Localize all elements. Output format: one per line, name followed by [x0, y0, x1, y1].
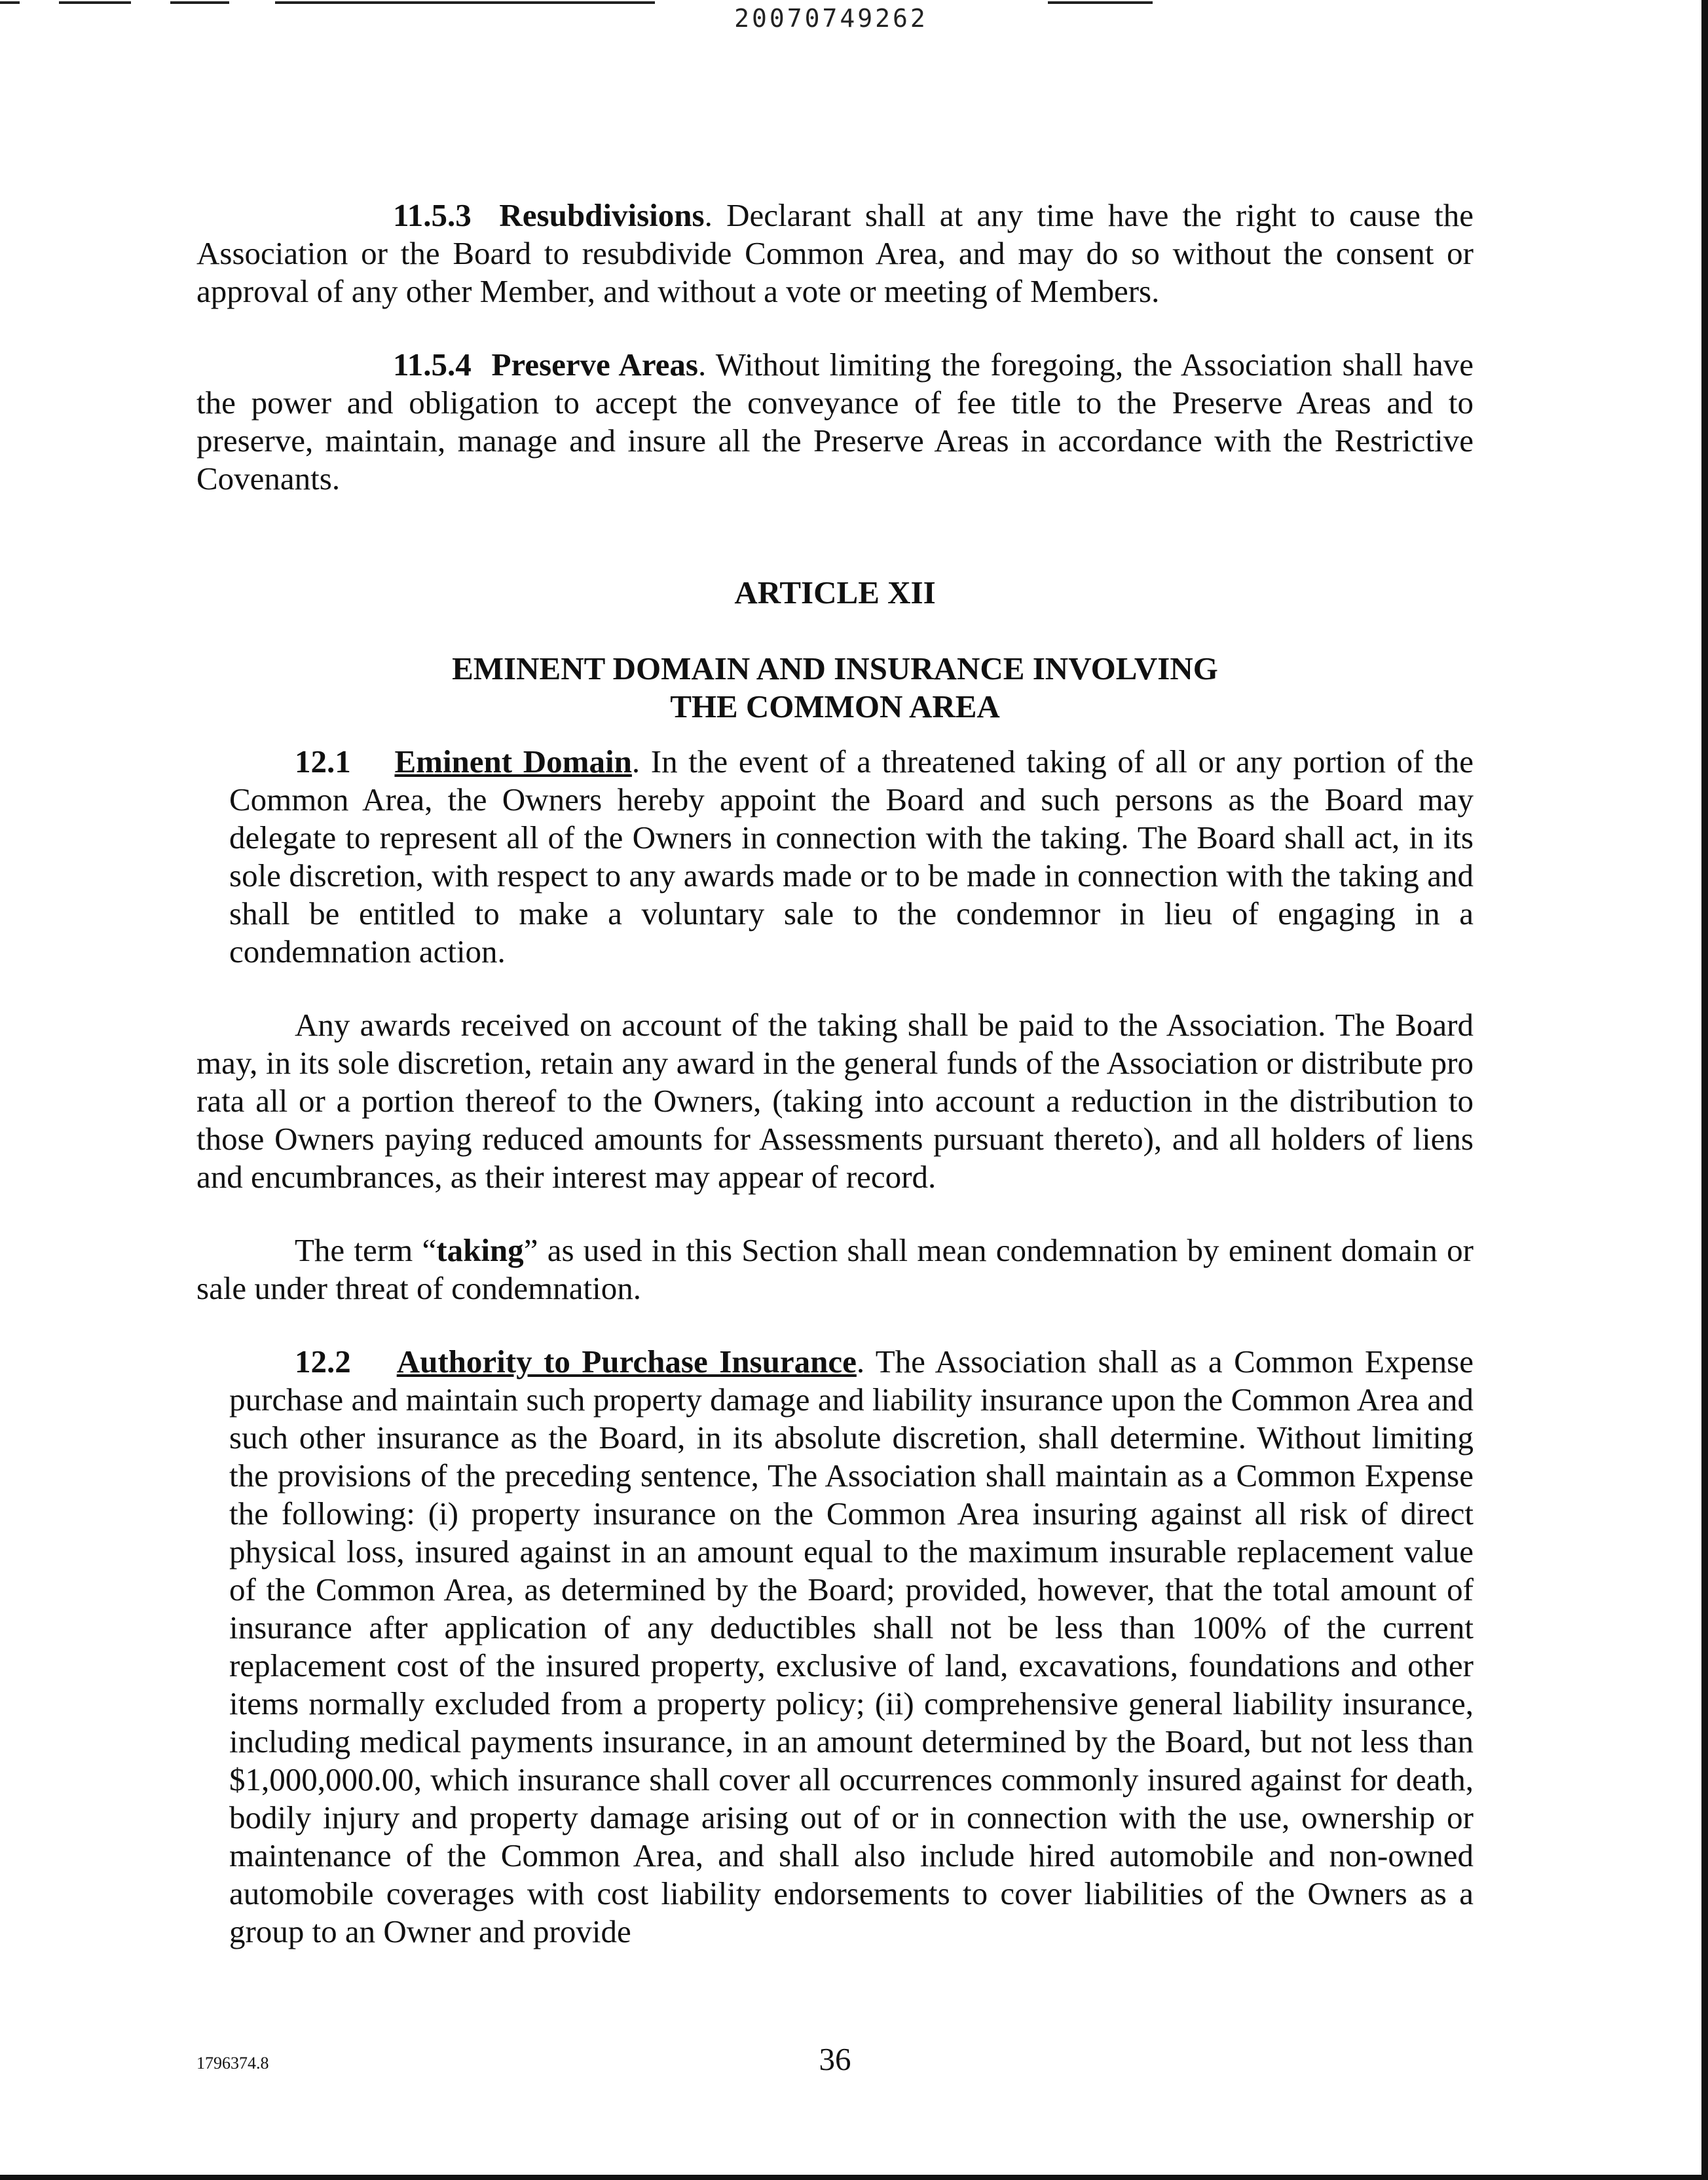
section-title: Preserve Areas: [491, 347, 699, 383]
section-body: . Without limiting the foregoing, the Association shall have the power and obligation to accept the conveyance of fee title to the Preserve Areas and to preserve, maintain, manage and insure all the Preserve Areas in accordance with the Restrictive Covenants.: [196, 347, 1474, 497]
section-12-1: [229, 743, 1474, 971]
section-number: 12.2: [295, 1344, 351, 1380]
term-before: The term “: [295, 1232, 437, 1268]
document-number: 20070749262: [734, 4, 928, 33]
section-number: 11.5.3: [393, 197, 472, 233]
term-after: ” as used in this Section shall mean condemnation by eminent domain or sale under threat of condemnation.: [196, 1232, 1474, 1306]
section-number: 11.5.4: [393, 347, 472, 383]
page-number: 36: [819, 2041, 851, 2077]
article-heading: ARTICLE XII: [734, 574, 936, 611]
footer-doc-id: 1796374.8: [196, 2054, 269, 2073]
section-11-5-4: [196, 346, 1474, 498]
article-title-line-1: EMINENT DOMAIN AND INSURANCE INVOLVING: [452, 650, 1218, 686]
section-body: . In the event of a threatened taking of all or any portion of the Common Area, the Owners hereby appoint the Board and such persons as the Board may delegate to represent all of the Owners in connection with the taking. The Board shall act, in its sole discretion, with respect to any awards made or to be made in connection with the taking and shall be entitled to make a voluntary sale to the condemnor in lieu of engaging in a condemnation action.: [229, 743, 1474, 969]
section-body: . The Association shall as a Common Expense purchase and maintain such property damage and liability insurance upon the Common Area and such other insurance as the Board, in its absolute discretion, shall determine. Without limiting the provisions of the preceding sentence, The Association shall maintain as a Common Expense the following: (i) property insurance on the Common Area insuring against all risk of direct physical loss, insured against in an amount equal to the maximum insurable replacement value of the Common Area, as determined by the Board; provided, however, that the total amount of insurance after application of any deductibles shall not be less than 100% of the current replacement cost of the insured property, exclusive of land, excavations, foundations and other items normally excluded from a property policy; (ii) comprehensive general liability insurance, including medical payments insurance, in an amount determined by the Board, but not less than $1,000,000.00, which insurance shall cover all occurrences commonly insured against for death, bodily injury and property damage arising out of or in connection with the use, ownership or maintenance of the Common Area, and shall also include hired automobile and non-owned automobile coverages with cost liability endorsements to cover liabilities of the Owners as a group to an Owner and provide: [229, 1344, 1474, 1949]
section-number: 12.1: [295, 743, 351, 780]
section-11-5-3: [196, 197, 1474, 310]
term-word: taking: [436, 1232, 524, 1268]
section-12-2: [229, 1343, 1474, 1951]
section-title: Authority to Purchase Insurance: [396, 1344, 857, 1380]
taking-definition: [196, 1231, 1474, 1307]
scan-right-edge: [1701, 0, 1708, 2180]
awards-paragraph: Any awards received on account of the taking shall be paid to the Association. The Board may, in its sole discretion, retain any award in the general funds of the Association or distribute pro rata all or a portion thereof to the Owners, (taking into account a reduction in the distribution to those Owners paying reduced amounts for Assessments pursuant thereto), and all holders of liens and encumbrances, as their interest may appear of record.: [196, 1007, 1474, 1195]
scan-bottom-edge: [0, 2175, 1708, 2180]
page-content: [196, 197, 1474, 1951]
section-title: Resubdivisions: [499, 197, 705, 233]
article-title-line-2: THE COMMON AREA: [670, 688, 1000, 724]
section-title: Eminent Domain: [394, 743, 632, 780]
section-body: . Declarant shall at any time have the right to cause the Association or the Board to resubdivide Common Area, and may do so without the consent or approval of any other Member, and without a vote or meeting of Members.: [196, 197, 1474, 309]
